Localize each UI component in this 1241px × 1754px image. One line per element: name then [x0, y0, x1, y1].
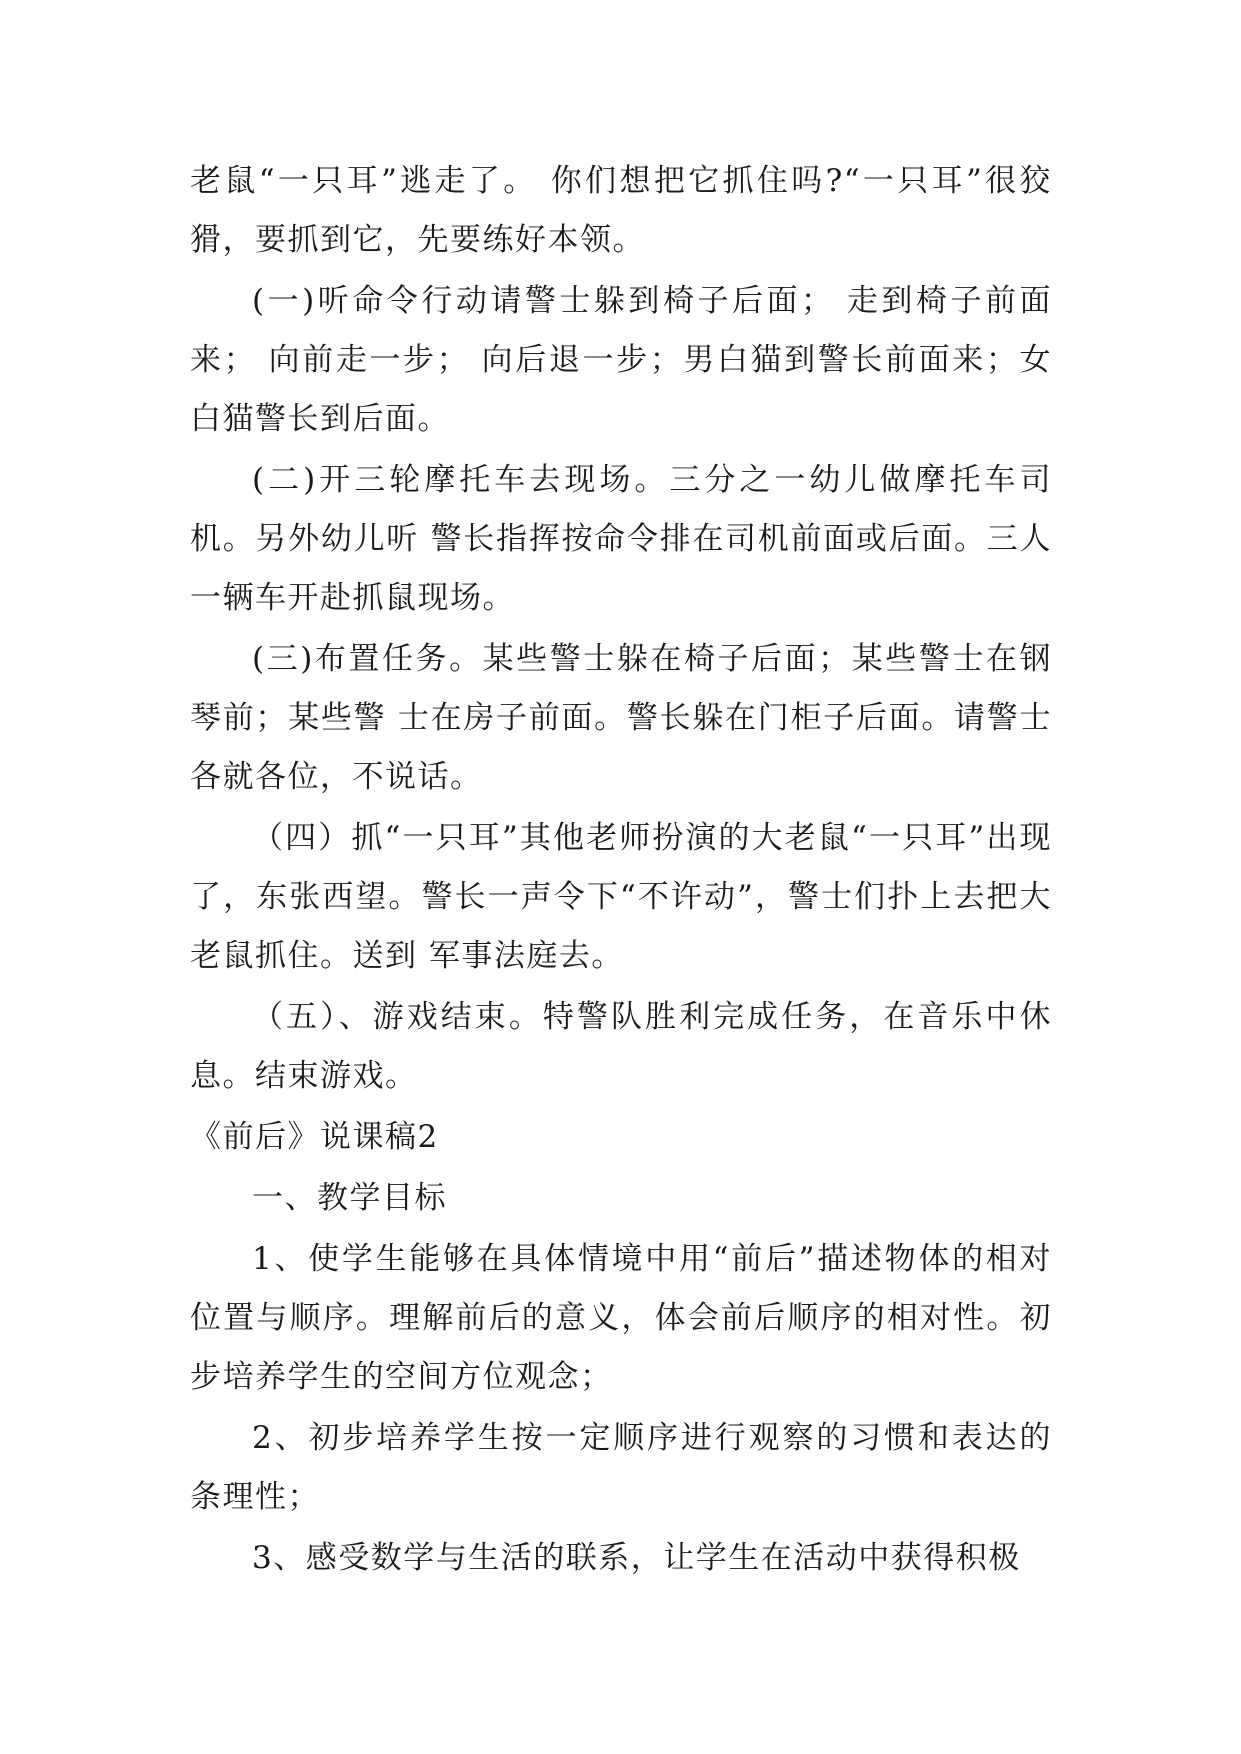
- goal-item-2: 2、初步培养学生按一定顺序进行观察的习惯和表达的条理性；: [190, 1420, 1052, 1515]
- paragraph-step-1: (一)听命令行动请警士躲到椅子后面； 走到椅子前面来； 向前走一步； 向后退一步；男白猫到警长前面来；女白猫警长到后面。: [190, 283, 1052, 437]
- goal-item-1: 1、使学生能够在具体情境中用“前后”描述物体的相对位置与顺序。理解前后的意义，体会前后顺序的相对性。初步培养学生的空间方位观念；: [190, 1241, 1052, 1395]
- section-title: 《前后》说课稿2: [190, 1119, 439, 1155]
- paragraph-step-2: (二)开三轮摩托车去现场。三分之一幼儿做摩托车司机。另外幼儿听 警长指挥按命令排在司机前面或后面。三人一辆车开赴抓鼠现场。: [190, 462, 1052, 616]
- goal-item-3: 3、感受数学与生活的联系，让学生在活动中获得积极: [252, 1540, 1021, 1576]
- paragraph-step-4: （四）抓“一只耳”其他老师扮演的大老鼠“一只耳”出现了，东张西望。警长一声令下“不许动”，警士们扑上去把大老鼠抓住。送到 军事法庭去。: [190, 820, 1052, 974]
- document-body: [190, 152, 1052, 1590]
- paragraph-step-5: （五）、游戏结束。特警队胜利完成任务，在音乐中休息。结束游戏。: [190, 999, 1052, 1094]
- paragraph-intro: 老鼠“一只耳”逃走了。 你们想把它抓住吗?“一只耳”很狡猾，要抓到它，先要练好本领。: [190, 163, 1052, 258]
- paragraph-step-3: (三)布置任务。某些警士躲在椅子后面；某些警士在钢琴前；某些警 士在房子前面。警长躲在门柜子后面。请警士各就各位，不说话。: [190, 641, 1052, 795]
- section-heading-goals: 一、教学目标: [252, 1180, 447, 1216]
